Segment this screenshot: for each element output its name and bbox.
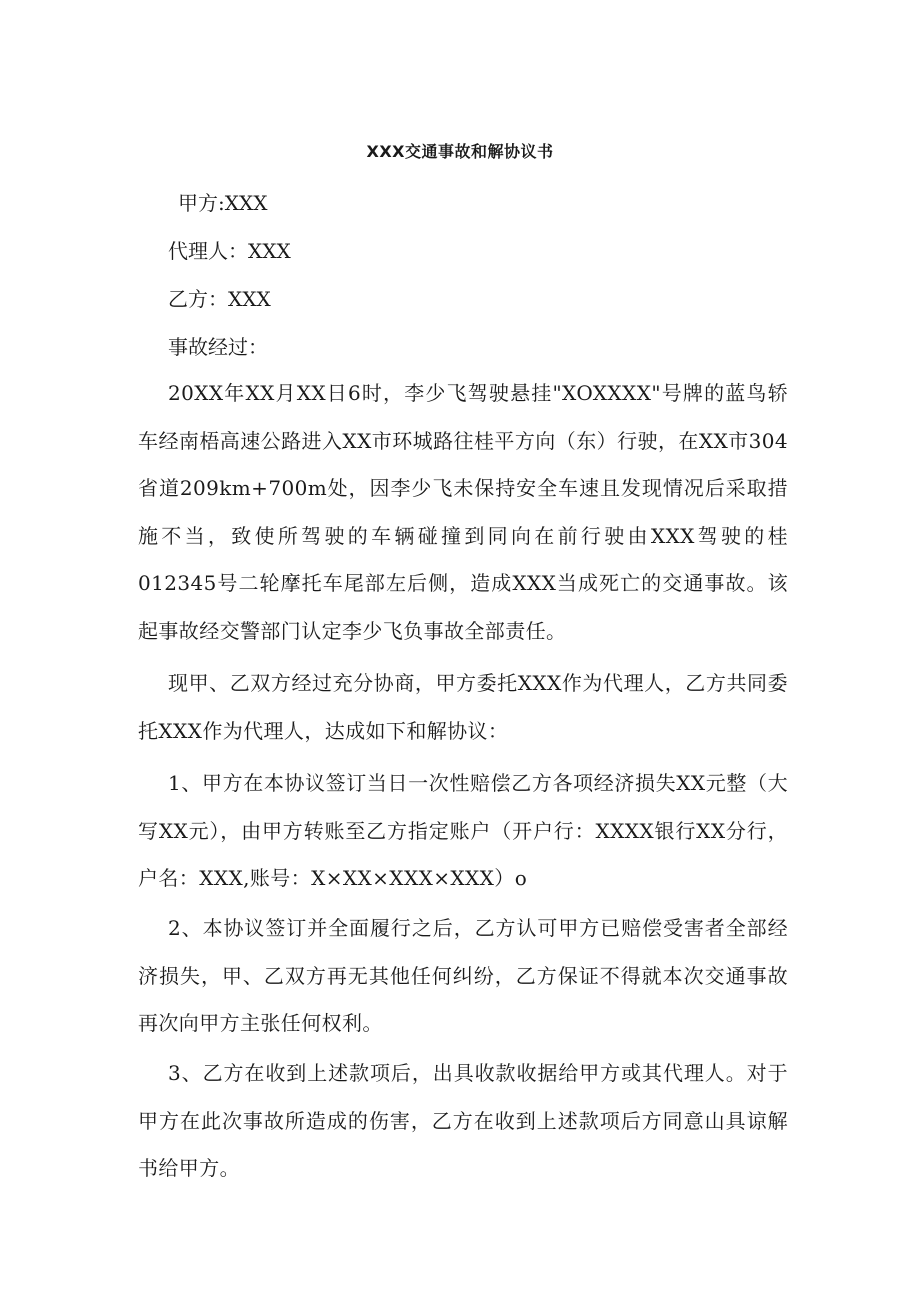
agreement-intro-paragraph: 现甲、乙双方经过充分协商，甲方委托XXX作为代理人，乙方共同委托XXX作为代理人，达成如下和解协议： [138,671,788,743]
accident-paragraph: 20XX年XX月XX日6时，李少飞驾驶悬挂"XOXXXX"号牌的蓝鸟轿车经南梧高速公路进入XX市环城路往桂平方向（东）行驶，在XX市304省道209km+700m处，因李少飞未保持安全车速且发现情况后采取措施不当，致使所驾驶的车辆碰撞到同向在前行驶由XXX驾驶的桂012345号二轮摩托车尾部左后侧，造成XXX当成死亡的交通事故。该起事故经交警部门认定李少飞负事故全部责任。 [138,381,788,643]
clause-3-paragraph: 3、乙方在收到上述款项后，出具收款收据给甲方或其代理人。对于甲方在此次事故所造成的伤害，乙方在收到上述款项后方同意山具谅解书给甲方。 [138,1061,788,1180]
document-title: XXX交通事故和解协议书 [366,142,554,161]
agent-line: 代理人：XXX [168,239,291,263]
party-b-line: 乙方：XXX [168,287,271,311]
party-a-line: 甲方:XXX [178,191,268,215]
clause-1-paragraph: 1、甲方在本协议签订当日一次性赔偿乙方各项经济损失XX元整（大写XX元），由甲方转账至乙方指定账户（开户行：XXXX银行XX分行，户名：XXX,账号：X×XX×XXX×XXX）o [138,771,788,890]
accident-heading: 事故经过： [168,335,268,359]
clause-2-paragraph: 2、本协议签订并全面履行之后，乙方认可甲方已赔偿受害者全部经济损失，甲、乙双方再无其他任何纠纷，乙方保证不得就本次交通事故再次向甲方主张任何权利。 [138,916,788,1035]
